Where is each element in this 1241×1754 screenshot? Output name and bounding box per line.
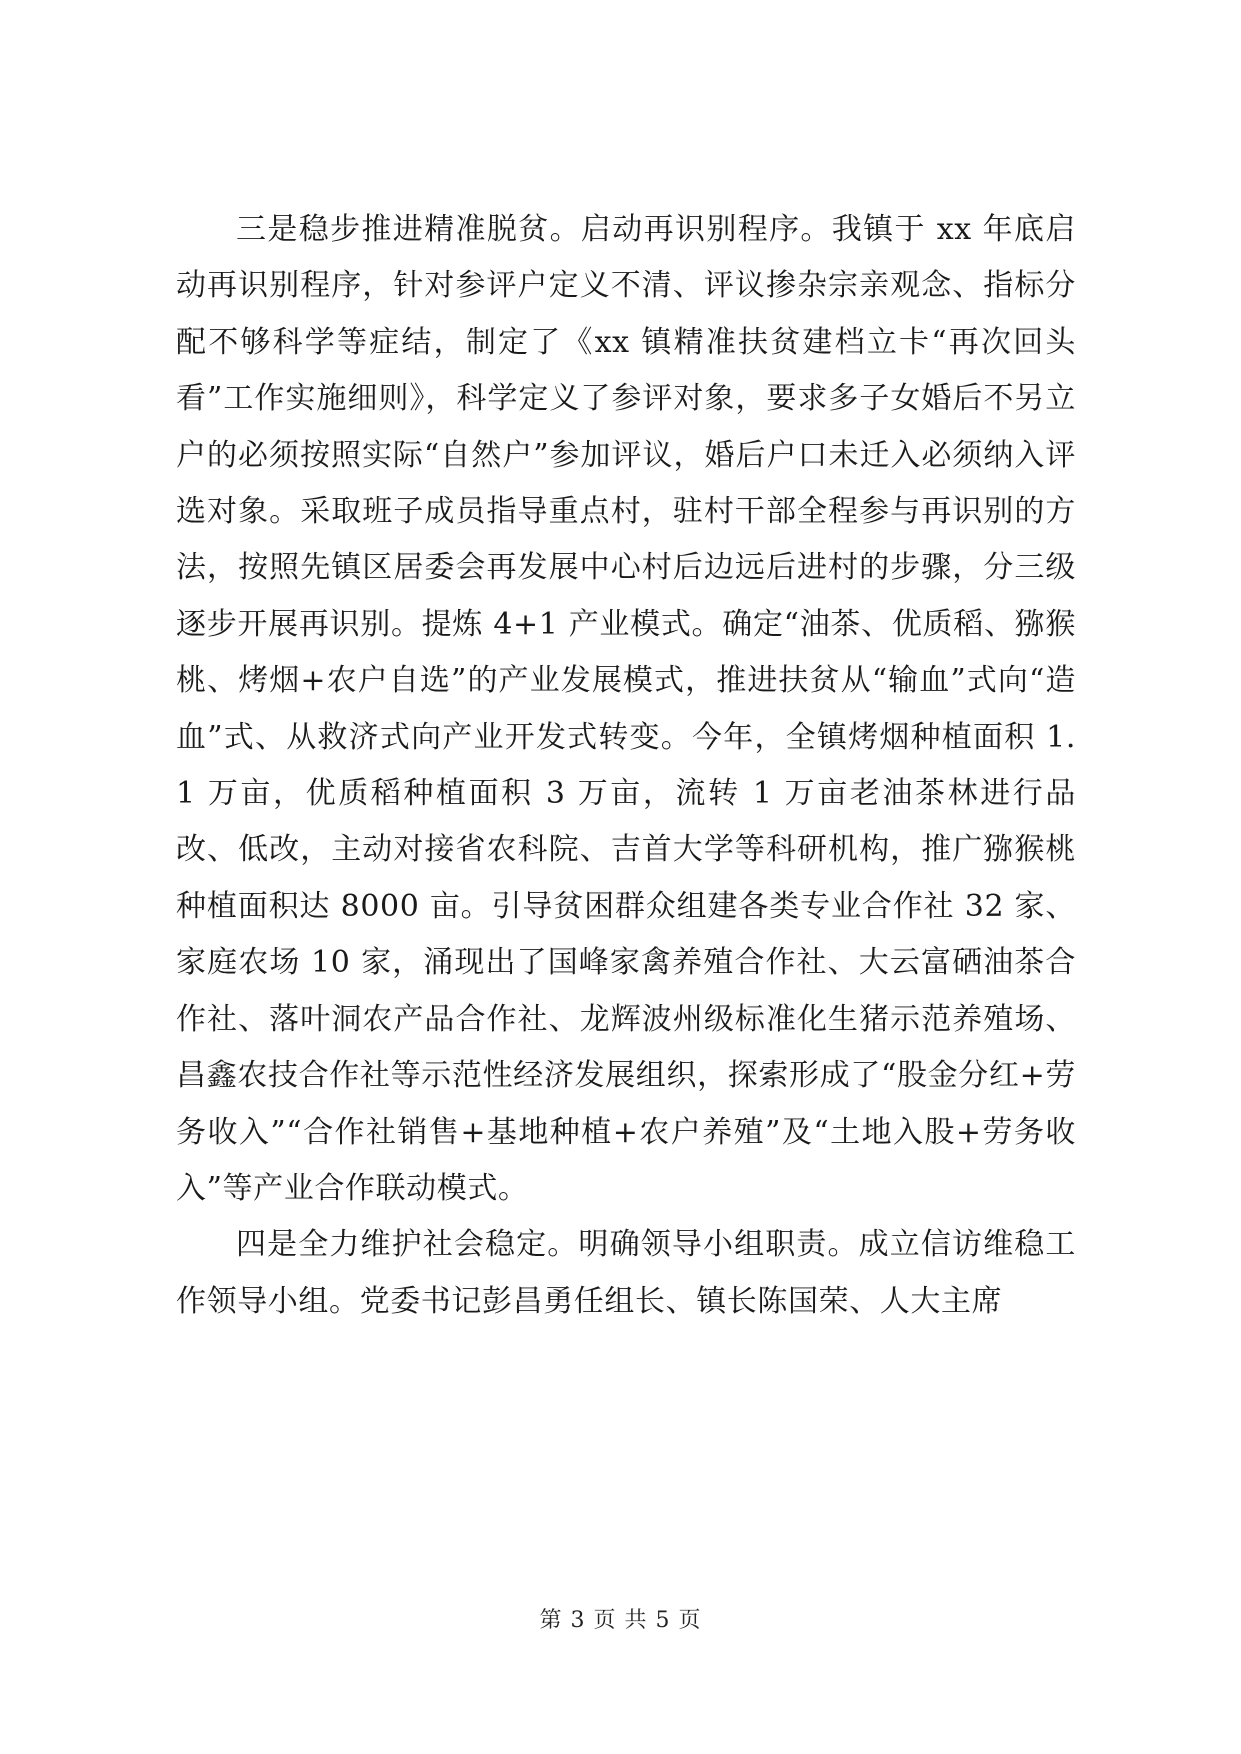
- paragraph-social-stability: 四是全力维护社会稳定。明确领导小组职责。成立信访维稳工作领导小组。党委书记彭昌勇任组长、镇长陈国荣、人大主席: [176, 1227, 1076, 1319]
- page-footer: 第 3 页 共 5 页: [539, 1608, 702, 1633]
- paragraph-poverty-alleviation: 三是稳步推进精准脱贫。启动再识别程序。我镇于 xx 年底启动再识别程序，针对参评户定义不清、评议掺杂宗亲观念、指标分配不够科学等症结，制定了《xx 镇精准扶贫建档立卡“再次回头看”工作实施细则》，科学定义了参评对象，要求多子女婚后不另立户的必须按照实际“自然户”参加评议，婚后户口未迁入必须纳入评选对象。采取班子成员指导重点村，驻村干部全程参与再识别的方法，按照先镇区居委会再发展中心村后边远后进村的步骤，分三级逐步开展再识别。提炼 4+1 产业模式。确定“油茶、优质稻、猕猴桃、烤烟+农户自选”的产业发展模式，推进扶贫从“输血”式向“造血”式、从救济式向产业开发式转变。今年，全镇烤烟种植面积 1.1 万亩，优质稻种植面积 3 万亩，流转 1 万亩老油茶林进行品改、低改，主动对接省农科院、吉首大学等科研机构，推广猕猴桃种植面积达 8000 亩。引导贫困群众组建各类专业合作社 32 家、家庭农场 10 家，涌现出了国峰家禽养殖合作社、大云富硒油茶合作社、落叶洞农产品合作社、龙辉波州级标准化生猪示范养殖场、昌鑫农技合作社等示范性经济发展组织，探索形成了“股金分红+劳务收入”“合作社销售+基地种植+农户养殖”及“土地入股+劳务收入”等产业合作联动模式。: [176, 212, 1076, 1206]
- document-body: [176, 202, 1076, 1330]
